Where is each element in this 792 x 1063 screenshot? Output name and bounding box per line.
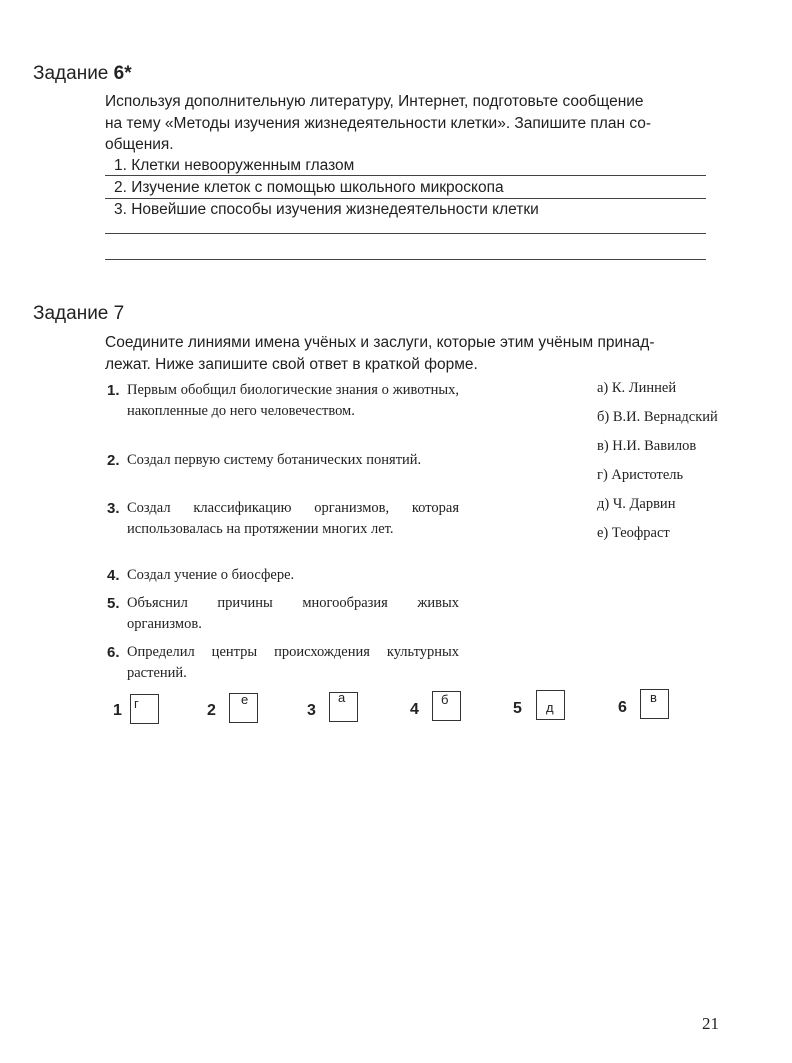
answer-box-5[interactable] (536, 690, 565, 720)
scientist-e: д) Ч. Дарвин (597, 496, 676, 512)
merit-text: Создал учение о биосфере. (127, 567, 295, 583)
task6-heading (33, 63, 132, 85)
merit-text: Первым обобщил биологические знания о животных, накопленные до него человечеством. (127, 382, 459, 419)
answer-number: 6 (618, 699, 627, 716)
instruction-line: Соедините линиями имена учёных и заслуги, которые этим учёным принад- (105, 334, 655, 351)
answer-number: 2 (207, 702, 216, 719)
answer-value: е (241, 692, 249, 707)
merit-text: Создал классификацию организмов, которая использовалась на протяжении многих лет. (127, 500, 459, 537)
plan-item-2[interactable]: 2. Изучение клеток с помощью школьного микроскопа (114, 179, 504, 196)
answer-box-4[interactable] (432, 691, 461, 721)
answer-number: 4 (410, 701, 419, 718)
scientist-b: б) В.И. Вернадский (597, 409, 718, 425)
merit-text: Объяснил причины многообразия живых организмов. (127, 595, 459, 632)
merit-item-3 (107, 498, 459, 540)
answer-number: 3 (307, 702, 316, 719)
heading-word: Задание (33, 303, 109, 324)
merit-item-5 (107, 593, 459, 635)
merit-text: Создал первую систему ботанических понятий. (127, 452, 422, 468)
answer-value: б (441, 692, 449, 707)
answer-box-1[interactable] (130, 694, 159, 724)
instruction-line: лежат. Ниже запишите свой ответ в краткой форме. (105, 355, 478, 373)
task7-instruction (105, 332, 655, 375)
scientist-a: а) К. Линней (597, 380, 677, 396)
answer-box-3[interactable] (329, 692, 358, 722)
merit-number: 3. (107, 500, 120, 517)
merit-number: 2. (107, 452, 120, 469)
plan-item-3[interactable]: 3. Новейшие способы изучения жизнедеятельности клетки (114, 201, 539, 218)
merit-number: 1. (107, 382, 120, 399)
answer-box-2[interactable] (229, 693, 258, 723)
answer-line (105, 175, 706, 176)
answer-line[interactable] (105, 233, 706, 234)
merit-number: 4. (107, 567, 120, 584)
merit-number: 5. (107, 595, 120, 612)
merit-number: 6. (107, 644, 120, 661)
scientist-d: г) Аристотель (597, 467, 684, 483)
merit-text: Определил центры происхождения культурных растений. (127, 644, 459, 681)
page-number: 21 (702, 1014, 719, 1033)
answer-value: а (338, 690, 346, 705)
answer-value: д (546, 700, 554, 715)
answer-box-6[interactable] (640, 689, 669, 719)
instruction-line: общения. (105, 136, 174, 153)
task7-heading (33, 303, 124, 325)
task6-instruction (105, 91, 651, 156)
heading-number: 6* (113, 63, 132, 84)
answer-number: 1 (113, 702, 122, 719)
merit-item-4 (107, 565, 459, 586)
heading-number: 7 (113, 303, 125, 324)
answer-value: в (650, 690, 657, 705)
heading-word: Задание (33, 63, 109, 84)
instruction-line: Используя дополнительную литературу, Интернет, подготовьте сообщение (105, 93, 644, 110)
answer-line (105, 198, 706, 199)
scientist-f: е) Теофраст (597, 525, 670, 541)
instruction-line: на тему «Методы изучения жизнедеятельности клетки». Запишите план со- (105, 114, 652, 132)
answer-number: 5 (513, 700, 522, 717)
scientist-c: в) Н.И. Вавилов (597, 438, 697, 454)
answer-value: г (134, 696, 139, 711)
answer-line[interactable] (105, 259, 706, 260)
merit-item-2 (107, 450, 459, 471)
merit-item-1 (107, 380, 459, 422)
merit-item-6 (107, 642, 459, 684)
plan-item-1[interactable]: 1. Клетки невооруженным глазом (114, 157, 355, 174)
